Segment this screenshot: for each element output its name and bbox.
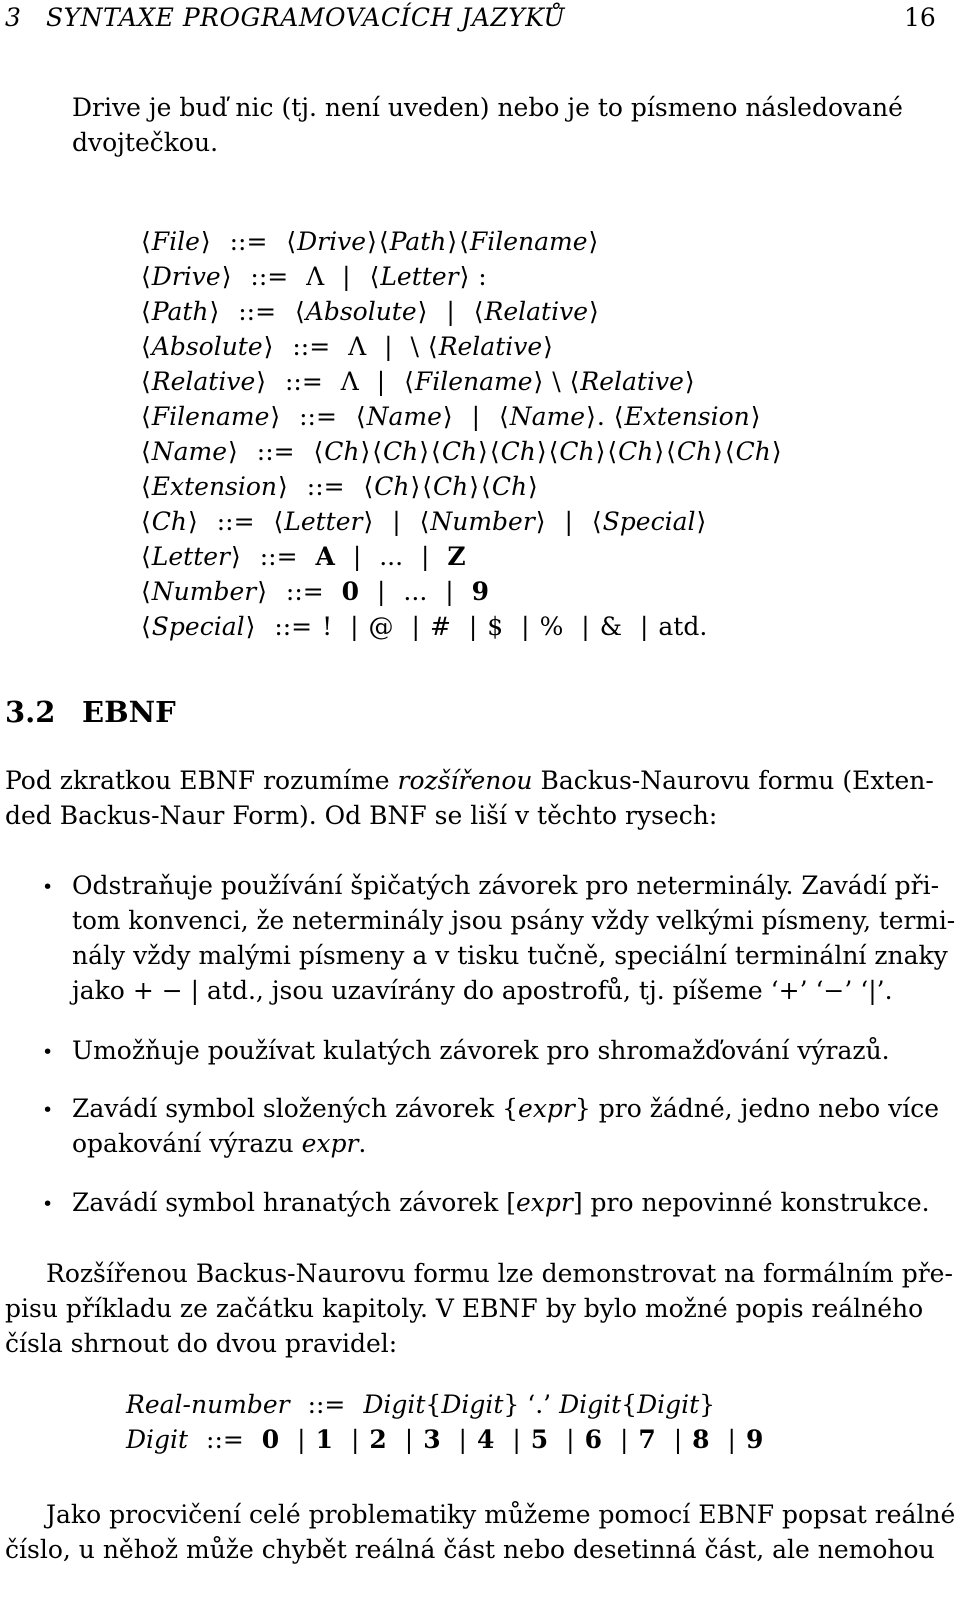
bullet-1-line-4: jako + − | atd., jsou uzavírány do apostrofů, tj. píšeme ‘+’ ‘−’ ‘|’. (72, 976, 893, 1005)
paragraph-1-line-2: ded Backus-Naur Form). Od BNF se liší v těchto rysech: (5, 801, 718, 830)
paragraph-2-line-2: pisu příkladu ze začátku kapitoly. V EBNF by bylo možné popis reálného (5, 1294, 924, 1323)
section-title: EBNF (82, 695, 176, 729)
bnf-rule-path: ⟨Path⟩ ::= ⟨Absolute⟩ | ⟨Relative⟩ (141, 297, 599, 326)
bullet-marker: • (42, 1041, 54, 1063)
bnf-rule-file: ⟨File⟩ ::= ⟨Drive⟩⟨Path⟩⟨Filename⟩ (141, 227, 599, 256)
bullet-marker: • (42, 1099, 54, 1121)
bnf-rule-relative: ⟨Relative⟩ ::= Λ | ⟨Filename⟩ \ ⟨Relative⟩ (141, 367, 695, 396)
bullet-1-line-2: tom konvenci, že neterminály jsou psány vždy velkými písmeny, termi- (72, 906, 956, 935)
bullet-3-line-1: Zavádí symbol složených závorek {expr} pro žádné, jedno nebo více (72, 1094, 940, 1123)
bnf-rule-special: ⟨Special⟩ ::= ! | @ | # | $ | % | & | atd. (141, 612, 708, 641)
bnf-rule-extension: ⟨Extension⟩ ::= ⟨Ch⟩⟨Ch⟩⟨Ch⟩ (141, 472, 538, 501)
bullet-3-line-2: opakování výrazu expr. (72, 1129, 367, 1158)
chapter-number: 3 (5, 3, 22, 32)
bnf-rule-drive: ⟨Drive⟩ ::= Λ | ⟨Letter⟩ : (141, 262, 487, 291)
ebnf-rule-real-number: Real-number ::= Digit{Digit} ‘.’ Digit{Digit} (126, 1390, 716, 1419)
bullet-marker: • (42, 1193, 54, 1215)
bullet-marker: • (42, 876, 54, 898)
bnf-rule-absolute: ⟨Absolute⟩ ::= Λ | \ ⟨Relative⟩ (141, 332, 553, 361)
bnf-rule-number: ⟨Number⟩ ::= 0 | ... | 9 (141, 577, 490, 606)
bullet-1-line-3: nály vždy malými písmeny a v tisku tučně, speciální terminální znaky (72, 941, 948, 970)
bullet-2-line-1: Umožňuje používat kulatých závorek pro shromažďování výrazů. (72, 1036, 890, 1065)
bnf-rule-filename: ⟨Filename⟩ ::= ⟨Name⟩ | ⟨Name⟩. ⟨Extension⟩ (141, 402, 761, 431)
section-number: 3.2 (5, 695, 56, 729)
paragraph-3-line-1: Jako procvičení celé problematiky můžeme pomocí EBNF popsat reálné (46, 1500, 956, 1529)
intro-line-2: dvojtečkou. (72, 128, 219, 157)
bnf-rule-name: ⟨Name⟩ ::= ⟨Ch⟩⟨Ch⟩⟨Ch⟩⟨Ch⟩⟨Ch⟩⟨Ch⟩⟨Ch⟩⟨Ch⟩ (141, 437, 782, 466)
paragraph-2-line-3: čísla shrnout do dvou pravidel: (5, 1329, 398, 1358)
page-number: 16 (904, 3, 936, 32)
bullet-4-line-1: Zavádí symbol hranatých závorek [expr] pro nepovinné konstrukce. (72, 1188, 930, 1217)
paragraph-2-line-1: Rozšířenou Backus-Naurovu formu lze demonstrovat na formálním pře- (46, 1259, 953, 1288)
bnf-rule-ch: ⟨Ch⟩ ::= ⟨Letter⟩ | ⟨Number⟩ | ⟨Special⟩ (141, 507, 707, 536)
ebnf-rule-digit: Digit ::= 0 | 1 | 2 | 3 | 4 | 5 | 6 | 7 | 8 | 9 (126, 1425, 764, 1454)
paragraph-1-line-1: Pod zkratkou EBNF rozumíme rozšířenou Backus-Naurovu formu (Exten- (5, 766, 934, 795)
bnf-rule-letter: ⟨Letter⟩ ::= A | ... | Z (141, 542, 466, 571)
bullet-1-line-1: Odstraňuje používání špičatých závorek pro neterminály. Zavádí při- (72, 871, 940, 900)
paragraph-3-line-2: číslo, u něhož může chybět reálná část nebo desetinná část, ale nemohou (5, 1535, 935, 1564)
intro-line-1: Drive je buď nic (tj. není uveden) nebo je to písmeno následované (72, 93, 903, 122)
chapter-title: SYNTAXE PROGRAMOVACÍCH JAZYKŮ (46, 3, 566, 32)
